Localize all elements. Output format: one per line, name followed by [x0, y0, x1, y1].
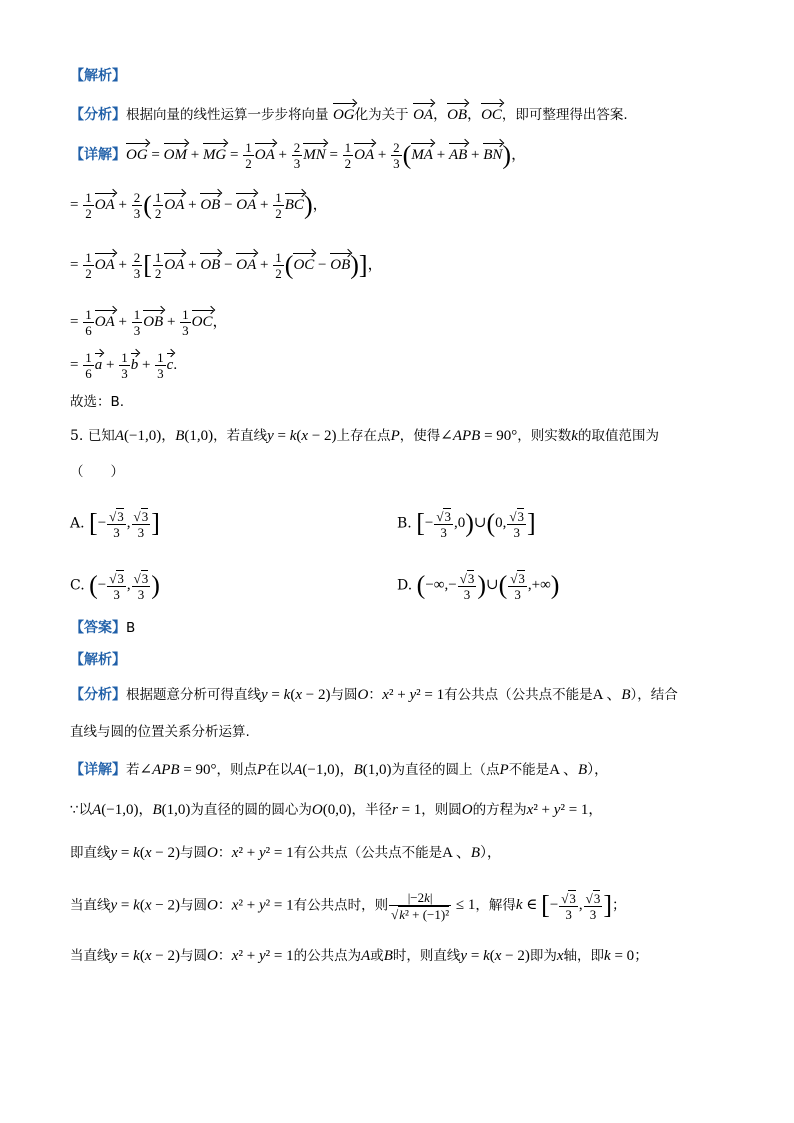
q5-detail-2a: ∵以 [70, 802, 93, 818]
answer-tag: 【答案】 [70, 620, 126, 636]
q5-detail-5c: 的公共点为 [293, 948, 362, 964]
q5-analysis-4: ），结合 [630, 687, 678, 703]
q5-detail-5a: 当直线 [70, 948, 111, 964]
q5-detail-2e: 的方程为 [472, 802, 527, 818]
q5-analysis-line-2: 直线与圆的位置关系分析运算. [70, 724, 250, 740]
vector-oa: OA [413, 100, 433, 122]
q5-stem-c: 上存在点 [336, 428, 391, 444]
q5-detail-1d: 为直径的圆上（点 [391, 762, 500, 778]
vector-og: OG [333, 100, 355, 122]
q5-detail-tag: 【详解】 [70, 762, 126, 778]
q5-detail-line-4: 当直线y = k(x − 2)与圆O：x² + y² = 1有公共点时，则 $\frac{|-2k|}{\text{√k² + (−1)²}}$ ≤ 1，解得k ∈ [− $\frac{√3}{3}$ , $\frac{√3}{3}$ ]； [70, 890, 626, 922]
q5-detail-line-5: 当直线y = k(x − 2)与圆O：x² + y² = 1的公共点为A或B时，则直线y = k(x − 2)即为x轴，即k = 0； [70, 948, 649, 964]
q5-detail-line-3: 即直线y = k(x − 2)与圆O：x² + y² = 1有公共点（公共点不能是A 、B）， [70, 845, 502, 861]
q5-detail-line-1: 【详解】若∠APB = 90°，则点P在以A(−1,0)，B(1,0)为直径的圆上（点P不能是A 、B）， [70, 762, 609, 778]
q5-stem-a: 已知 [87, 428, 115, 444]
q5-detail-line-2: ∵以A(−1,0)，B(1,0)为直径的圆的圆心为O(0,0)，半径r = 1，则圆O的方程为x² + y² = 1， [70, 802, 603, 818]
q5-detail-5g: 轴，即 [563, 948, 605, 964]
q5-detail-4c: 有公共点时，则 [293, 897, 389, 914]
vector-ob: OB [447, 100, 467, 122]
option-c: C. (− $\frac{√3}{3}$ , $\frac{√3}{3}$ ) [70, 571, 160, 602]
q4-analysis-text: 根据向量的线性运算一步步将向量 [126, 107, 329, 123]
q5-stem-e: ，则实数 [517, 428, 572, 444]
option-c-label: C. [70, 577, 85, 594]
q4-detail-line-5: = $\frac{1}{6}$ a + $\frac{1}{3}$ b + $\frac{1}{3}$ c. [70, 350, 178, 382]
q5-detail-4b: 与圆 [179, 897, 207, 914]
option-d-label: D. [397, 577, 413, 594]
option-a-label: A. [70, 515, 85, 532]
q5-answer: B [126, 620, 136, 636]
q5-answer-line [70, 618, 135, 638]
q5-detail-2d: ，则圆 [421, 802, 462, 818]
q5-detail-2b: 为直径的圆的圆心为 [190, 802, 312, 818]
q4-analysis-mid: 化为关于 [354, 107, 409, 123]
q5-detail-3c: 有公共点（公共点不能是 [293, 845, 443, 861]
q4-detail-line-4: = $\frac{1}{6}$ OA + $\frac{1}{3}$ OB + $\frac{1}{3}$ OC， [70, 307, 228, 339]
detail-tag: 【详解】 [70, 147, 126, 163]
q5-detail-1e: 不能是 [508, 762, 550, 778]
q5-analysis-line-1: 【分析】根据题意分析可得直线y = k(x − 2)与圆O：x² + y² = 1有公共点（公共点不能是A 、B），结合 [70, 687, 678, 703]
q5-detail-5b: 与圆 [179, 948, 207, 964]
q4-analysis-line: 【分析】根据向量的线性运算一步步将向量 OG化为关于 OA，OB，OC，即可整理得出答案. [70, 100, 628, 125]
analysis-heading: 【解析】 [70, 68, 126, 84]
q5-stem-b: ，若直线 [213, 428, 268, 444]
q4-analysis-end: ，即可整理得出答案. [501, 107, 628, 123]
q5-detail-5f: 即为 [529, 948, 557, 964]
q5-detail-4d: ，解得 [475, 897, 516, 914]
option-b: B. [− $\frac{√3}{3}$ ,0)∪(0, $\frac{√3}{3}$ ] [397, 509, 536, 540]
q4-detail-line-2: = $\frac{1}{2}$ OA + $\frac{2}{3}$ ( $\frac{1}{2}$ OA + OB − OA + $\frac{1}{2}$ BC)， [70, 190, 328, 222]
q5-number: 5. [70, 428, 84, 444]
q5-analysis-tag: 【分析】 [70, 687, 126, 703]
q5-analysis-1: 根据题意分析可得直线 [126, 687, 261, 703]
option-a: A. [− $\frac{√3}{3}$ , $\frac{√3}{3}$ ] [70, 509, 160, 540]
option-b-label: B. [397, 515, 412, 532]
q4-detail-line-1: 【详解】OG = OM + MG = $\frac{1}{2}$ OA + $\frac{2}{3}$ MN = $\frac{1}{2}$ OA + $\frac{2}{3}$ (MA + AB + BN)， [70, 140, 527, 172]
q5-analysis-heading: 【解析】 [70, 652, 126, 668]
q5-detail-1b: ，则点 [216, 762, 258, 778]
q5-stem-d: ，使得 [399, 428, 441, 444]
q5-detail-2c: ，半径 [351, 802, 392, 818]
q5-analysis-3: 有公共点（公共点不能是 [444, 687, 593, 703]
q5-detail-5d: 或 [370, 948, 384, 964]
q5-stem-f: 的取值范围为 [577, 428, 659, 444]
q5-detail-1a: 若 [126, 762, 140, 778]
q5-detail-5e: 时，则直线 [392, 948, 461, 964]
q4-detail-line-3: = $\frac{1}{2}$ OA + $\frac{2}{3}$ [ $\frac{1}{2}$ OA + OB − OA + $\frac{1}{2}$ (OC − OB)]， [70, 250, 383, 282]
option-d: D. (−∞,− $\frac{√3}{3}$ )∪( $\frac{√3}{3}$ ,+∞) [397, 571, 560, 602]
q5-detail-1c: 在以 [266, 762, 294, 778]
q4-conclusion: 故选：B. [70, 394, 125, 410]
q5-detail-3a: 即直线 [70, 845, 111, 861]
q5-detail-3b: 与圆 [179, 845, 207, 861]
analysis-tag: 【分析】 [70, 107, 126, 123]
q5-analysis-2: 与圆 [330, 687, 358, 703]
q5-blank: （ ） [70, 464, 124, 480]
q5-detail-4a: 当直线 [70, 897, 111, 914]
vector-oc: OC [481, 100, 502, 122]
q5-stem: 5. 已知A(−1,0)，B(1,0)，若直线y = k(x − 2)上存在点P，使得∠APB = 90°，则实数k的取值范围为 [70, 428, 659, 444]
